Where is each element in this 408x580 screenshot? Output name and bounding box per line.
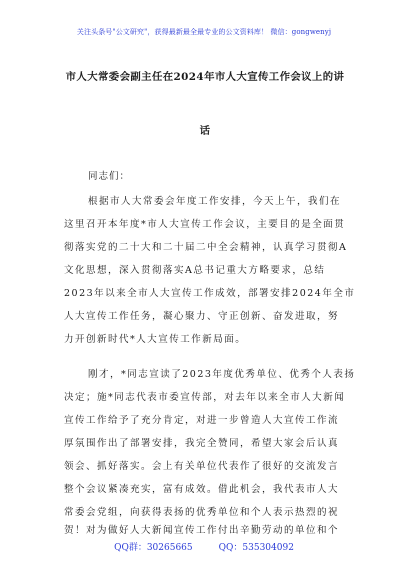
body-line: 宣传工作给予了充分肯定，对进一步曾造人大宣传工作流 bbox=[64, 415, 340, 426]
body-line: 根据市人大常委会年度工作安排，今天上午，我们在 bbox=[88, 196, 342, 207]
body-line: 领会、抓好落实。会上有关单位代表作了很好的交流发言 bbox=[64, 461, 340, 472]
document-title-line1: 市人大常委会副主任在2024年市人大宣传工作会议上的讲 bbox=[65, 71, 345, 83]
body-line: 决定；施*同志代表市委宣传部，对去年以来全市人大新闻 bbox=[64, 392, 346, 403]
body-line: 这里召开本年度*市人大宣传工作会议，主要目的是全面贯 bbox=[64, 219, 346, 230]
qq-contact: QQ：535304092 bbox=[218, 543, 294, 553]
body-line: 贺！对为做好人大新闻宣传工作付出辛勤劳动的单位和个 bbox=[64, 525, 340, 536]
body-line: 人大宣传工作任务，凝心聚力、守正创新、奋发进取，努 bbox=[64, 311, 340, 322]
body-line: 刚才，*同志宣读了2023年度优秀单位、优秀个人表扬 bbox=[88, 369, 356, 380]
body-line: 整个会议紧凑充实，富有成效。借此机会，我代表市人大 bbox=[64, 484, 340, 495]
body-line: 力开创新时代*人大宣传工作新局面。 bbox=[64, 334, 247, 345]
qq-group: QQ群：30265665 bbox=[114, 543, 193, 553]
header-banner: 关注头条号"公文研究"，获得最新最全最专业的公文资料库！ 微信：gongwenyj bbox=[76, 28, 332, 36]
document-title-line2: 话 bbox=[199, 125, 211, 137]
footer-contact bbox=[0, 540, 408, 553]
body-line: 彻落实党的二十大和二十届二中全会精神，认真学习贯彻A bbox=[64, 242, 348, 253]
body-line: 2023年以来全市人大宣传工作成效，部署安排2024年全市 bbox=[64, 288, 356, 299]
body-line: 常委会党组，向获得表扬的优秀单位和个人表示热烈的祝 bbox=[64, 507, 340, 518]
body-line: 文化思想，深入贯彻落实A总书记重大方略要求，总结 bbox=[64, 265, 326, 276]
body-line: 厚氛围作出了部署安排，我完全赞同，希望大家会后认真 bbox=[64, 438, 340, 449]
salutation: 同志们： bbox=[88, 171, 131, 182]
